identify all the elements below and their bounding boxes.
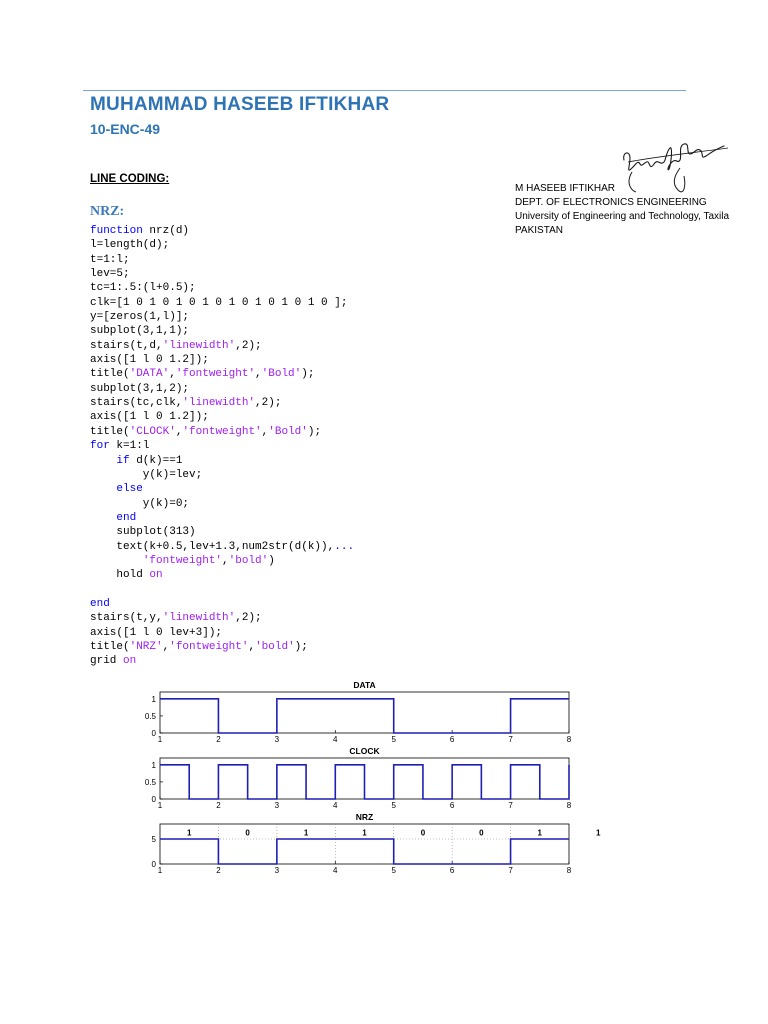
code-text: l=length(d); — [90, 239, 170, 252]
bit-label: 0 — [420, 828, 426, 838]
code-text: , — [162, 640, 170, 653]
code-keyword: for — [90, 440, 110, 453]
code-line — [90, 225, 189, 237]
code-line — [90, 297, 347, 309]
code-text: , — [255, 368, 262, 381]
code-string: 'linewidth' — [182, 397, 256, 410]
code-string: 'fontweight' — [142, 554, 223, 567]
bit-label: 1 — [186, 828, 192, 838]
code-line — [90, 512, 136, 524]
code-text — [90, 555, 143, 567]
code-line — [90, 268, 130, 280]
code-line — [90, 498, 189, 510]
code-line — [90, 483, 143, 495]
plots-figure — [120, 674, 601, 889]
x-tick-label: 4 — [333, 735, 338, 744]
code-text: text(k+0.5,lev+1.3,num2str(d(k)), — [90, 540, 335, 553]
code-line — [90, 239, 169, 251]
x-tick-label: 4 — [333, 866, 338, 875]
code-text: grid — [90, 655, 124, 668]
code-text: nrz(d) — [142, 225, 190, 237]
code-line — [90, 325, 189, 337]
x-tick-label: 8 — [566, 801, 572, 810]
bit-label: 1 — [537, 828, 543, 838]
code-line — [90, 541, 354, 553]
code-text: , — [248, 640, 256, 653]
y-tick-label: 1 — [151, 694, 156, 704]
code-string: on — [123, 655, 137, 668]
code-text: t=1:l; — [90, 253, 130, 266]
code-text: tc=1:.5:(l+0.5); — [90, 282, 196, 295]
info-line: M HASEEB IFTIKHAR — [515, 183, 616, 194]
bit-label: 0 — [479, 828, 484, 838]
code-string: 'bold' — [228, 554, 269, 567]
code-text: title( — [90, 640, 130, 653]
code-line — [90, 254, 130, 266]
code-line — [90, 555, 275, 567]
code-line — [90, 655, 136, 667]
y-tick-label: 1 — [151, 760, 156, 770]
code-line — [90, 569, 163, 581]
code-line — [90, 368, 314, 380]
info-line: University of Engineering and Technology, Taxila — [515, 211, 730, 222]
code-listing — [90, 224, 354, 669]
code-text: ,2); — [255, 397, 282, 410]
code-text: , — [261, 425, 269, 438]
x-tick-label: 6 — [449, 866, 455, 875]
code-line — [90, 627, 222, 639]
code-string: 'CLOCK' — [129, 425, 176, 438]
code-string: 'linewidth' — [162, 612, 236, 625]
code-text: axis([1 l 0 lev+3]); — [90, 626, 223, 639]
code-text: subplot(3,1,1); — [90, 325, 190, 338]
code-text: title( — [90, 368, 130, 381]
author-info-block — [515, 182, 729, 238]
code-string: on — [149, 569, 163, 582]
code-text: , — [222, 554, 229, 567]
x-tick-label: 7 — [508, 735, 513, 744]
info-line: PAKISTAN — [515, 225, 563, 236]
code-string: 'fontweight' — [182, 425, 262, 438]
y-tick-label: 0 — [151, 729, 156, 738]
x-tick-label: 4 — [333, 801, 338, 810]
code-text: stairs(t,y, — [90, 612, 163, 625]
header-rule — [83, 90, 686, 91]
code-string: 'fontweight' — [169, 640, 249, 653]
code-string: 'bold' — [255, 640, 295, 653]
code-keyword: ... — [334, 540, 355, 553]
code-text: hold — [90, 569, 150, 582]
x-tick-label: 2 — [216, 735, 221, 744]
x-tick-label: 6 — [449, 801, 455, 810]
x-tick-label: 3 — [274, 735, 280, 744]
bit-label: 1 — [303, 828, 309, 838]
code-text: clk=[1 0 1 0 1 0 1 0 1 0 1 0 1 0 1 0 ]; — [90, 296, 348, 309]
code-text: subplot(313) — [90, 526, 196, 539]
code-text: axis([1 l 0 1.2]); — [90, 354, 209, 367]
code-line — [90, 383, 189, 395]
code-keyword: end — [90, 597, 110, 610]
chart-title: CLOCK — [349, 746, 380, 756]
code-line — [90, 598, 110, 610]
x-tick-label: 7 — [508, 801, 513, 810]
x-tick-label: 1 — [157, 866, 163, 875]
code-text: ); — [307, 425, 322, 438]
x-tick-label: 3 — [274, 801, 280, 810]
y-tick-label: 0.5 — [144, 711, 156, 721]
code-line — [90, 440, 149, 452]
code-line — [90, 641, 308, 653]
code-line — [90, 311, 189, 323]
y-tick-label: 0 — [151, 795, 156, 804]
code-line — [90, 526, 196, 538]
x-tick-label: 6 — [449, 735, 455, 744]
x-tick-label: 1 — [157, 735, 163, 744]
code-text: , — [175, 425, 183, 438]
code-text — [90, 455, 116, 467]
code-text: lev=5; — [90, 268, 130, 281]
info-line: DEPT. OF ELECTRONICS ENGINEERING — [515, 197, 707, 208]
code-text: y(k)=0; — [90, 497, 190, 510]
code-keyword: end — [116, 511, 137, 524]
x-tick-label: 2 — [216, 801, 221, 810]
x-tick-label: 5 — [391, 866, 396, 875]
y-tick-label: 5 — [151, 835, 156, 844]
code-keyword: function — [90, 225, 143, 237]
code-line — [90, 469, 202, 481]
code-text: ) — [268, 554, 275, 567]
code-line — [90, 340, 262, 352]
code-line — [90, 612, 262, 624]
code-string: 'Bold' — [261, 368, 302, 381]
code-line — [90, 426, 321, 438]
section-title: LINE CODING: — [90, 173, 170, 185]
code-text: ); — [294, 640, 308, 653]
code-line — [90, 411, 209, 423]
author-name: MUHAMMAD HASEEB IFTIKHAR — [90, 94, 390, 115]
code-text: y(k)=lev; — [90, 468, 203, 481]
code-line — [90, 282, 196, 294]
code-line — [90, 354, 209, 366]
code-text: d(k)==1 — [129, 454, 183, 467]
code-text: ,2); — [235, 612, 262, 625]
bit-label: 1 — [595, 828, 601, 838]
code-text: k=1:l — [109, 440, 150, 453]
x-tick-label: 8 — [566, 735, 572, 744]
code-text: stairs(tc,clk, — [90, 397, 183, 410]
y-tick-label: 0 — [151, 860, 156, 869]
code-keyword: else — [116, 483, 143, 496]
code-text: title( — [90, 425, 130, 438]
x-tick-label: 5 — [391, 801, 396, 810]
code-text — [90, 512, 116, 524]
code-line — [90, 455, 182, 467]
code-text: ,2); — [235, 339, 262, 352]
code-text: axis([1 l 0 1.2]); — [90, 411, 209, 424]
x-tick-label: 1 — [157, 801, 163, 810]
x-tick-label: 2 — [216, 866, 221, 875]
code-text: ); — [301, 368, 315, 381]
subsection-title: NRZ: — [90, 204, 125, 219]
bit-label: 0 — [245, 828, 250, 838]
code-text: stairs(t,d, — [90, 339, 163, 352]
x-tick-label: 7 — [508, 866, 513, 875]
code-keyword: if — [116, 454, 130, 467]
code-string: 'fontweight' — [175, 368, 256, 381]
code-string: 'NRZ' — [129, 640, 163, 653]
chart-title: NRZ — [355, 812, 374, 822]
code-text — [90, 483, 116, 495]
x-tick-label: 3 — [274, 866, 280, 875]
code-text: subplot(3,1,2); — [90, 382, 190, 395]
code-text: , — [169, 368, 176, 381]
code-text: y=[zeros(1,l)]; — [90, 311, 190, 324]
code-string: 'linewidth' — [162, 339, 236, 352]
bit-label: 1 — [362, 828, 367, 838]
code-string: 'DATA' — [129, 368, 170, 381]
code-string: 'Bold' — [268, 425, 308, 438]
registration-number: 10-ENC-49 — [90, 121, 161, 137]
x-tick-label: 5 — [391, 735, 396, 744]
chart-title: DATA — [353, 680, 376, 690]
x-tick-label: 8 — [566, 866, 572, 875]
code-line — [90, 397, 281, 409]
y-tick-label: 0.5 — [144, 777, 156, 787]
